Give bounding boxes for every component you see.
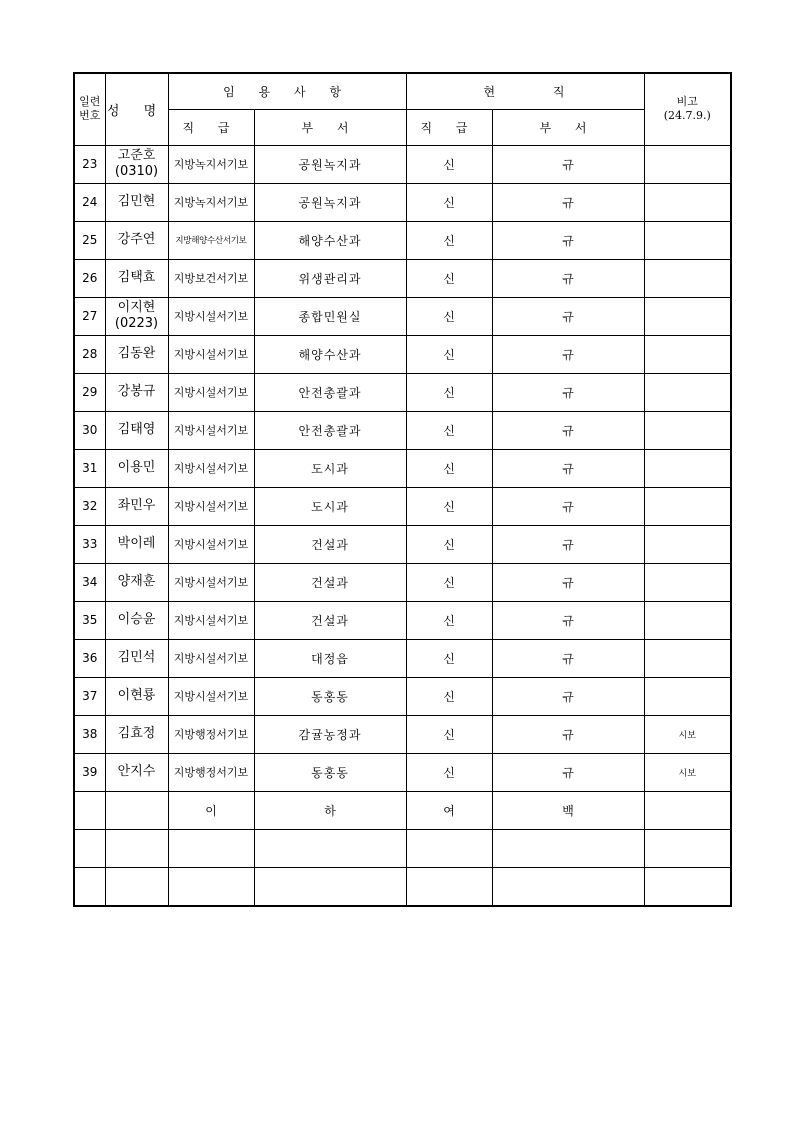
cell-cur-rank: 신 <box>406 753 492 791</box>
header-serial: 일련 번호 <box>74 73 105 145</box>
cell-name: 김택효 <box>105 259 168 297</box>
cell-no: 26 <box>74 259 105 297</box>
cell-note <box>644 335 731 373</box>
cell-cur-rank: 신 <box>406 183 492 221</box>
cell-cur-rank: 신 <box>406 677 492 715</box>
cell-dept: 건설과 <box>254 601 406 639</box>
cell-note <box>644 677 731 715</box>
cell-dept: 대정읍 <box>254 639 406 677</box>
cell-name: 이승윤 <box>105 601 168 639</box>
cell-cur-dept: 규 <box>492 639 644 677</box>
cell-rank: 지방시설서기보 <box>168 487 254 525</box>
cell-cur-rank: 신 <box>406 563 492 601</box>
cell-rank: 지방시설서기보 <box>168 639 254 677</box>
cell-rank: 지방시설서기보 <box>168 601 254 639</box>
table-row <box>74 221 731 259</box>
cell-name: 강주연 <box>105 221 168 259</box>
cell-cur-dept: 규 <box>492 753 644 791</box>
cell-cur-dept: 규 <box>492 145 644 183</box>
cell-cur-dept: 규 <box>492 259 644 297</box>
cell-cur-dept: 규 <box>492 221 644 259</box>
cell-rank: 지방녹지서기보 <box>168 145 254 183</box>
table-row <box>74 753 731 791</box>
header-appointment: 임 용 사 항 <box>168 73 406 109</box>
cell-no: 35 <box>74 601 105 639</box>
footer-text-1: 이 <box>168 791 254 829</box>
cell-cur-rank: 신 <box>406 221 492 259</box>
cell-no: 29 <box>74 373 105 411</box>
cell-no: 24 <box>74 183 105 221</box>
cell-dept: 감귤농정과 <box>254 715 406 753</box>
footer-row <box>74 791 731 829</box>
cell-dept: 공원녹지과 <box>254 183 406 221</box>
table-row <box>74 487 731 525</box>
header-cur-dept: 부 서 <box>492 109 644 145</box>
cell-no: 30 <box>74 411 105 449</box>
cell-name: 김민현 <box>105 183 168 221</box>
cell-dept: 안전총괄과 <box>254 373 406 411</box>
cell-cur-rank: 신 <box>406 297 492 335</box>
cell-cur-rank: 신 <box>406 145 492 183</box>
cell-note <box>644 373 731 411</box>
cell-rank: 지방시설서기보 <box>168 525 254 563</box>
table-row <box>74 259 731 297</box>
cell-dept: 종합민원실 <box>254 297 406 335</box>
cell-name: 이용민 <box>105 449 168 487</box>
cell-cur-dept: 규 <box>492 297 644 335</box>
appointment-table <box>73 72 732 907</box>
cell-name: 김태영 <box>105 411 168 449</box>
cell-cur-rank: 신 <box>406 487 492 525</box>
footer-text-3: 여 <box>406 791 492 829</box>
header-cur-rank: 직 급 <box>406 109 492 145</box>
cell-dept: 해양수산과 <box>254 335 406 373</box>
cell-name: 좌민우 <box>105 487 168 525</box>
cell-name: 김효정 <box>105 715 168 753</box>
cell-name: 안지수 <box>105 753 168 791</box>
cell-no: 39 <box>74 753 105 791</box>
cell-dept: 건설과 <box>254 525 406 563</box>
table-row <box>74 145 731 183</box>
cell-dept: 도시과 <box>254 449 406 487</box>
cell-note <box>644 639 731 677</box>
cell-name: 이지현 (0223) <box>105 297 168 335</box>
cell-rank: 지방녹지서기보 <box>168 183 254 221</box>
cell-empty <box>644 791 731 829</box>
cell-note <box>644 449 731 487</box>
cell-name: 양재훈 <box>105 563 168 601</box>
cell-rank: 지방시설서기보 <box>168 563 254 601</box>
cell-dept: 동홍동 <box>254 677 406 715</box>
header-appt-dept: 부 서 <box>254 109 406 145</box>
cell-name: 박이레 <box>105 525 168 563</box>
cell-note <box>644 221 731 259</box>
cell-cur-dept: 규 <box>492 335 644 373</box>
cell-cur-dept: 규 <box>492 373 644 411</box>
table-row <box>74 335 731 373</box>
table-row <box>74 411 731 449</box>
header-remarks: 비고 (24.7.9.) <box>644 73 731 145</box>
table-body <box>74 145 731 906</box>
cell-cur-dept: 규 <box>492 411 644 449</box>
cell-cur-dept: 규 <box>492 601 644 639</box>
cell-rank: 지방행정서기보 <box>168 715 254 753</box>
table-row <box>74 525 731 563</box>
cell-name: 이현룡 <box>105 677 168 715</box>
cell-cur-rank: 신 <box>406 639 492 677</box>
table-row <box>74 677 731 715</box>
table-row <box>74 183 731 221</box>
empty-row <box>74 829 731 867</box>
cell-rank: 지방시설서기보 <box>168 373 254 411</box>
cell-note <box>644 145 731 183</box>
cell-no: 31 <box>74 449 105 487</box>
cell-cur-rank: 신 <box>406 715 492 753</box>
cell-cur-rank: 신 <box>406 525 492 563</box>
cell-dept: 해양수산과 <box>254 221 406 259</box>
cell-note <box>644 297 731 335</box>
cell-name: 김동완 <box>105 335 168 373</box>
cell-rank: 지방시설서기보 <box>168 411 254 449</box>
cell-no: 37 <box>74 677 105 715</box>
cell-no: 25 <box>74 221 105 259</box>
cell-no: 34 <box>74 563 105 601</box>
cell-cur-rank: 신 <box>406 335 492 373</box>
cell-dept: 도시과 <box>254 487 406 525</box>
cell-cur-rank: 신 <box>406 373 492 411</box>
cell-name: 김민석 <box>105 639 168 677</box>
cell-cur-rank: 신 <box>406 411 492 449</box>
cell-empty <box>74 791 105 829</box>
table-row <box>74 715 731 753</box>
table-row <box>74 297 731 335</box>
cell-no: 28 <box>74 335 105 373</box>
table-row <box>74 601 731 639</box>
cell-note <box>644 601 731 639</box>
cell-cur-rank: 신 <box>406 259 492 297</box>
cell-note <box>644 183 731 221</box>
cell-note <box>644 487 731 525</box>
cell-cur-dept: 규 <box>492 183 644 221</box>
cell-rank: 지방행정서기보 <box>168 753 254 791</box>
footer-text-2: 하 <box>254 791 406 829</box>
cell-cur-dept: 규 <box>492 563 644 601</box>
cell-empty <box>105 791 168 829</box>
cell-cur-dept: 규 <box>492 677 644 715</box>
cell-no: 36 <box>74 639 105 677</box>
cell-no: 38 <box>74 715 105 753</box>
table-row <box>74 639 731 677</box>
table-row <box>74 563 731 601</box>
cell-note <box>644 411 731 449</box>
cell-note <box>644 259 731 297</box>
header-appt-rank: 직 급 <box>168 109 254 145</box>
cell-dept: 위생관리과 <box>254 259 406 297</box>
cell-cur-rank: 신 <box>406 449 492 487</box>
cell-cur-rank: 신 <box>406 601 492 639</box>
cell-cur-dept: 규 <box>492 487 644 525</box>
cell-note <box>644 563 731 601</box>
cell-rank: 지방시설서기보 <box>168 297 254 335</box>
cell-name: 고준호 (0310) <box>105 145 168 183</box>
cell-rank: 지방시설서기보 <box>168 335 254 373</box>
cell-cur-dept: 규 <box>492 449 644 487</box>
cell-no: 23 <box>74 145 105 183</box>
cell-rank: 지방시설서기보 <box>168 677 254 715</box>
header-name: 성 명 <box>105 73 168 145</box>
cell-dept: 동홍동 <box>254 753 406 791</box>
table-row <box>74 373 731 411</box>
cell-no: 33 <box>74 525 105 563</box>
cell-cur-dept: 규 <box>492 715 644 753</box>
cell-rank: 지방보건서기보 <box>168 259 254 297</box>
cell-note <box>644 525 731 563</box>
cell-note: 시보 <box>644 753 731 791</box>
footer-text-4: 백 <box>492 791 644 829</box>
cell-dept: 건설과 <box>254 563 406 601</box>
cell-no: 27 <box>74 297 105 335</box>
cell-note: 시보 <box>644 715 731 753</box>
table-row <box>74 449 731 487</box>
cell-dept: 공원녹지과 <box>254 145 406 183</box>
cell-no: 32 <box>74 487 105 525</box>
cell-cur-dept: 규 <box>492 525 644 563</box>
header-current: 현 직 <box>406 73 644 109</box>
cell-dept: 안전총괄과 <box>254 411 406 449</box>
cell-rank: 지방시설서기보 <box>168 449 254 487</box>
empty-row <box>74 867 731 906</box>
cell-rank: 지방해양수산서기보 <box>168 221 254 259</box>
cell-name: 강봉규 <box>105 373 168 411</box>
